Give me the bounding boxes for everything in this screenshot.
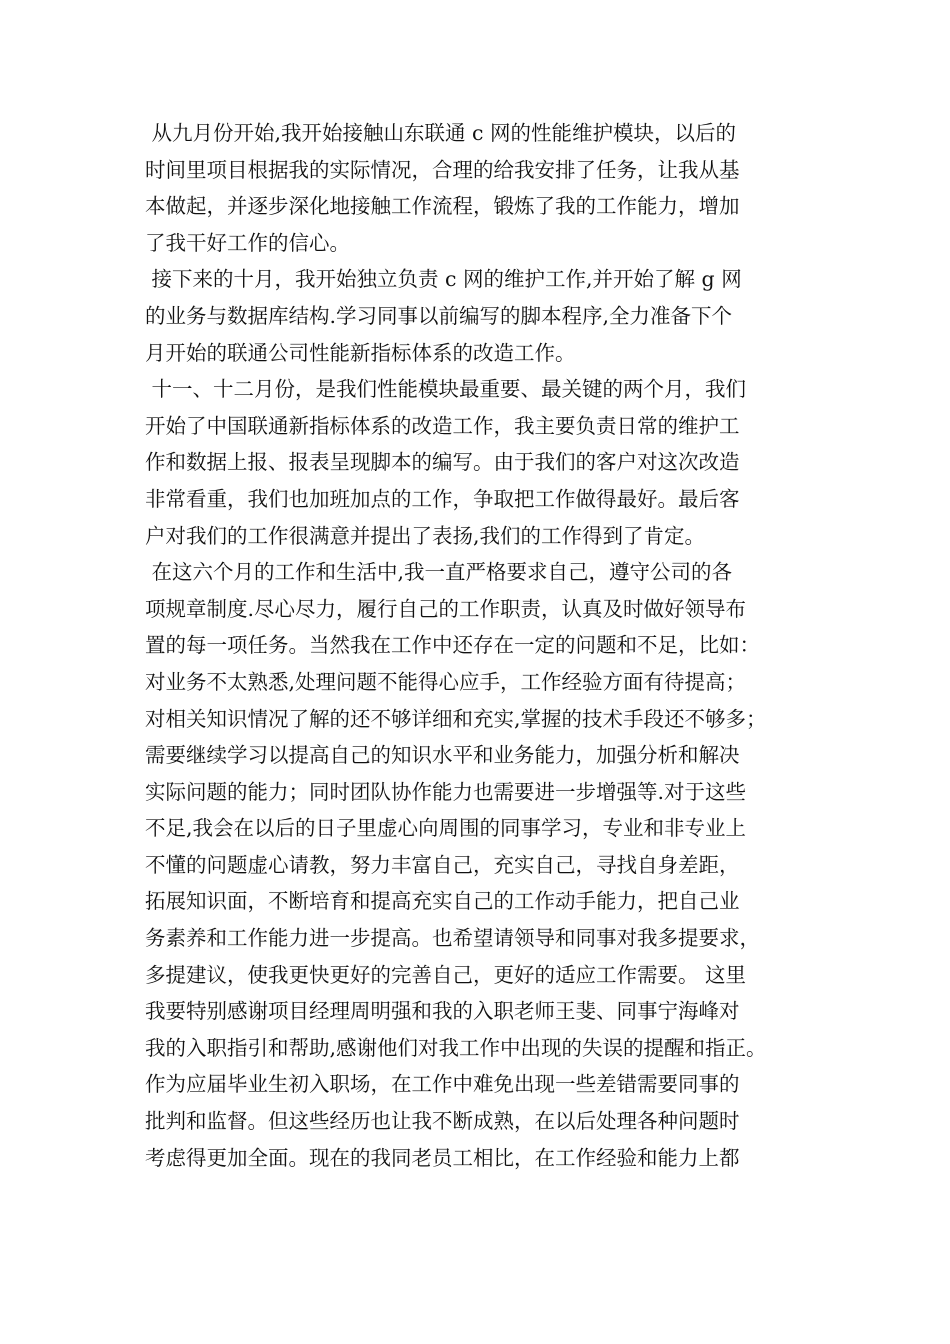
text-line: 户对我们的工作很满意并提出了表扬,我们的工作得到了肯定。 [145,523,706,548]
text-line: 项规章制度.尽心尽力，履行自己的工作职责，认真及时做好领导布 [145,596,747,621]
text-line: 不足,我会在以后的日子里虚心向周围的同事学习，专业和非专业上 [145,816,747,841]
text-line: 实际问题的能力；同时团队协作能力也需要进一步增强等.对于这些 [145,779,747,804]
text-line: 从九月份开始,我开始接触山东联通 c 网的性能维护模块，以后的 [145,121,737,145]
text-line: 开始了中国联通新指标体系的改造工作，我主要负责日常的维护工 [145,413,740,438]
text-line: 非常看重，我们也加班加点的工作，争取把工作做得最好。最后客 [145,486,740,511]
text-line: 不懂的问题虚心请教，努力丰富自己，充实自己，寻找自身差距， [145,852,740,877]
text-line: 考虑得更加全面。现在的我同老员工相比，在工作经验和能力上都 [145,1145,740,1170]
text-line: 作为应届毕业生初入职场，在工作中难免出现一些差错需要同事的 [145,1072,740,1097]
text-line: 的业务与数据库结构.学习同事以前编写的脚本程序,全力准备下个 [145,303,733,328]
text-line: 批判和监督。但这些经历也让我不断成熟，在以后处理各种问题时 [145,1109,740,1134]
text-line: 务素养和工作能力进一步提高。也希望请领导和同事对我多提要求， [145,926,760,951]
text-line: 时间里项目根据我的实际情况，合理的给我安排了任务，让我从基 [145,157,740,182]
text-line: 对业务不太熟悉,处理问题不能得心应手，工作经验方面有待提高； [145,669,747,694]
text-line: 了我干好工作的信心。 [145,230,350,255]
text-line: 本做起，并逐步深化地接触工作流程，锻炼了我的工作能力，增加 [145,194,740,219]
text-line: 拓展知识面，不断培育和提高充实自己的工作动手能力，把自己业 [145,889,740,914]
body-text [145,115,825,1176]
text-line: 月开始的联通公司性能新指标体系的改造工作。 [145,340,576,365]
text-line: 对相关知识情况了解的还不够详细和充实,掌握的技术手段还不够多； [145,706,767,731]
text-line: 十一、十二月份，是我们性能模块最重要、最关键的两个月，我们 [145,377,747,402]
text-line: 需要继续学习以提高自己的知识水平和业务能力，加强分析和解决 [145,743,740,768]
text-line: 接下来的十月，我开始独立负责 c 网的维护工作,并开始了解 g 网 [145,267,742,292]
text-line: 我的入职指引和帮助,感谢他们对我工作中出现的失误的提醒和指正。 [145,1035,767,1060]
text-line: 在这六个月的工作和生活中,我一直严格要求自己，遵守公司的各 [145,560,733,585]
text-line: 作和数据上报、报表呈现脚本的编写。由于我们的客户对这次改造 [145,450,740,475]
text-line: 我要特别感谢项目经理周明强和我的入职老师王斐、同事宁海峰对 [145,999,740,1024]
text-line: 置的每一项任务。当然我在工作中还存在一定的问题和不足，比如： [145,633,760,658]
text-line: 多提建议，使我更快更好的完善自己，更好的适应工作需要。 这里 [145,962,747,987]
